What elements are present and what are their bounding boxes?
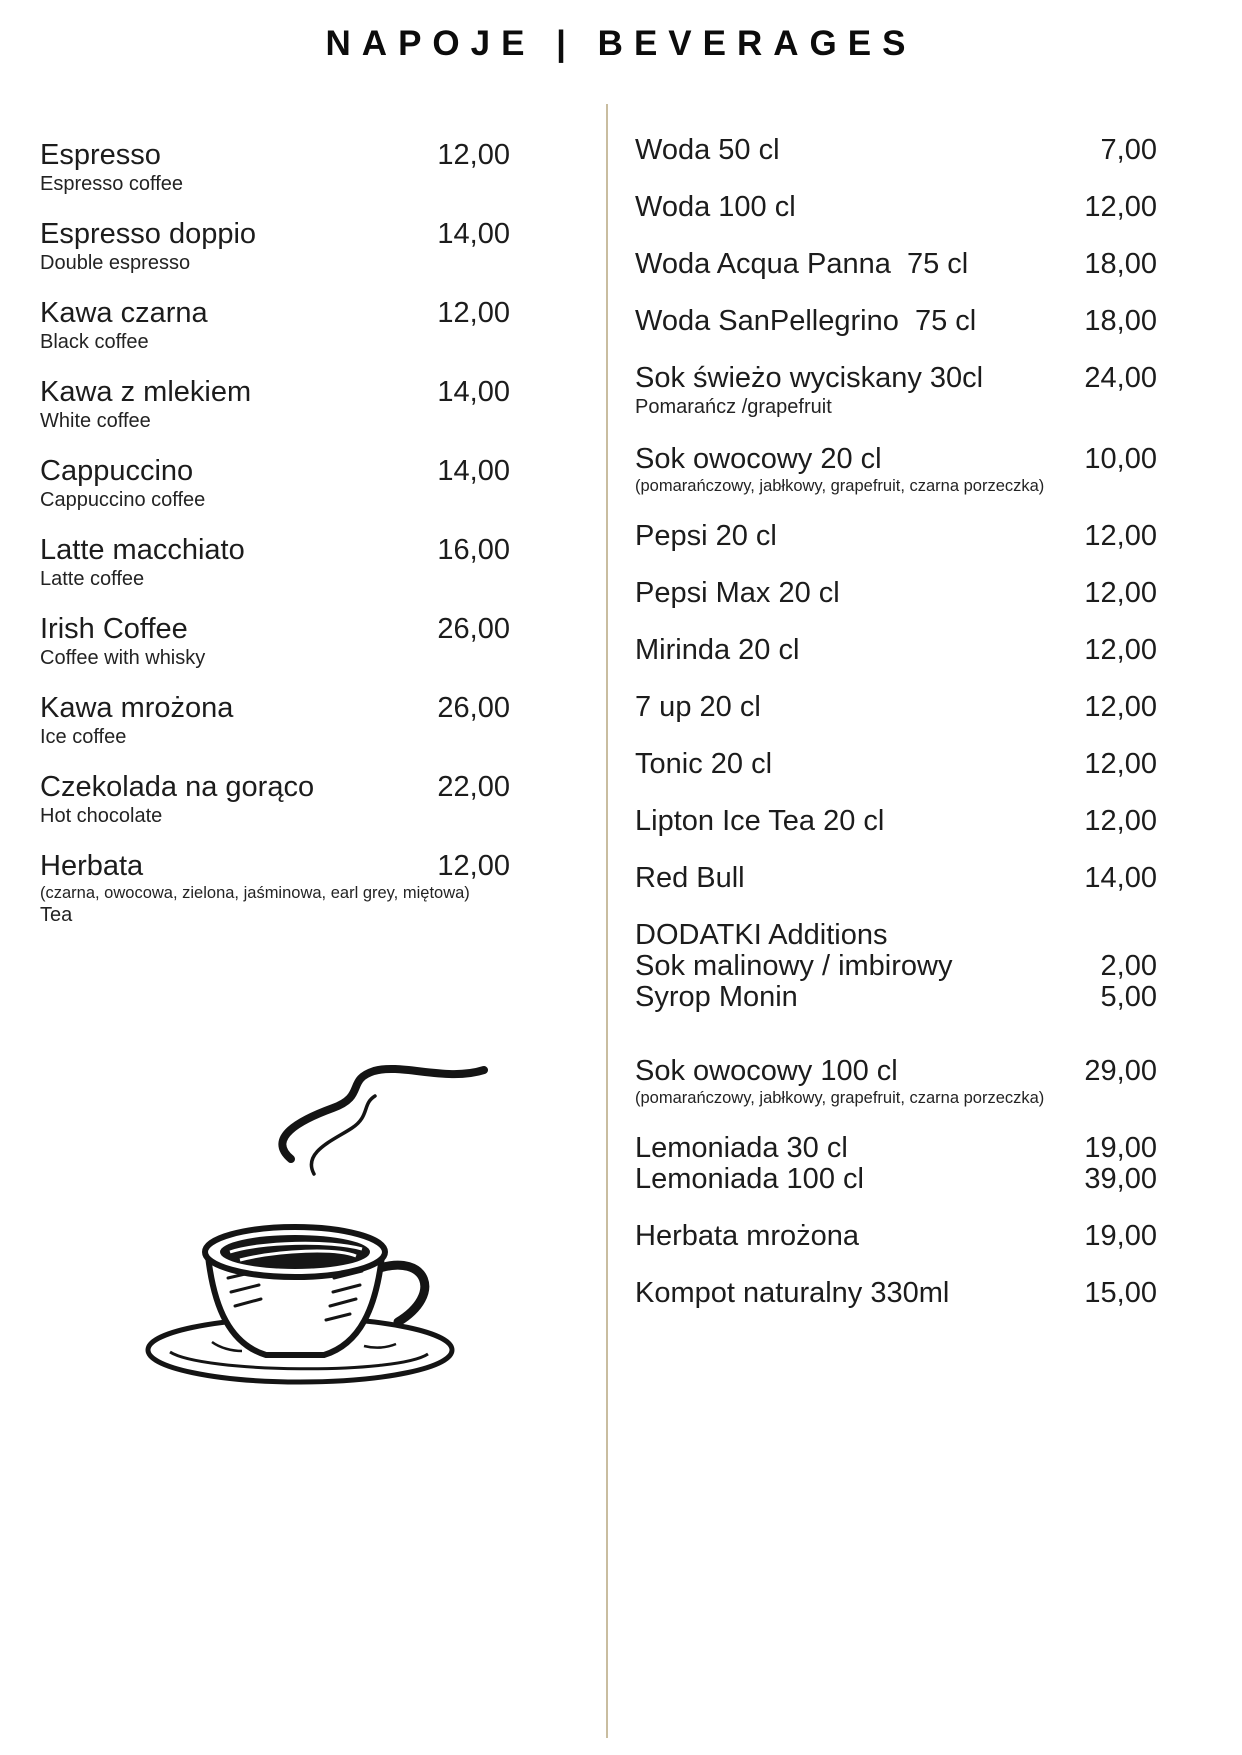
menu-item [635,1054,1157,1108]
menu-item-name: Lemoniada 100 cl [635,1163,864,1195]
menu-item-row [40,849,510,883]
menu-item-name: Herbata mrożona [635,1220,860,1252]
menu-item-row [635,980,1157,1014]
menu-item [40,770,510,828]
page-title: NAPOJE | BEVERAGES [325,24,917,63]
menu-item-row [635,519,1157,553]
menu-item [635,861,1157,895]
menu-item-note: (pomarańczowy, jabłkowy, grapefruit, czarna porzeczka) [635,477,1045,495]
menu-item-price: 12,00 [1084,805,1157,837]
menu-item-row [635,747,1157,781]
menu-item-name: Herbata [40,850,144,882]
menu-item [635,918,1157,952]
menu-item [40,533,510,591]
menu-item-price: 12,00 [1084,634,1157,666]
menu-item-price: 18,00 [1084,305,1157,337]
menu-item-name: Woda 50 cl [635,134,780,166]
menu-item-name: Czekolada na gorąco [40,771,315,803]
menu-item-price: 26,00 [437,692,510,724]
menu-item-row [635,1276,1157,1310]
menu-item-row [635,804,1157,838]
menu-item-price: 14,00 [1084,862,1157,894]
menu-item-name: Cappuccino [40,455,194,487]
menu-item-row [635,861,1157,895]
menu-item-price: 12,00 [1084,577,1157,609]
menu-item-row [635,1162,1157,1196]
menu-item-price: 22,00 [437,771,510,803]
menu-item-row [635,361,1157,395]
menu-item-subtitle: White coffee [40,410,151,432]
menu-item-name: Kompot naturalny 330ml [635,1277,950,1309]
menu-item-name: Espresso doppio [40,218,257,250]
menu-item-row [40,533,510,567]
menu-item-subtitle: Pomarańcz /grapefruit [635,396,832,418]
menu-item-name: Kawa z mlekiem [40,376,252,408]
menu-item [635,690,1157,724]
menu-item-name: Lemoniada 30 cl [635,1132,848,1164]
menu-item-name: Woda Acqua Panna 75 cl [635,248,969,280]
menu-item-row [635,1131,1157,1165]
menu-item-subtitle: Black coffee [40,331,149,353]
menu-item-price: 26,00 [437,613,510,645]
menu-item-name: Sok malinowy / imbirowy [635,950,953,982]
menu-item-subtitle: Cappuccino coffee [40,489,206,511]
menu-item-subtitle: Latte coffee [40,568,145,590]
coffee-cup-icon [128,1056,543,1386]
menu-item-subtitle: Hot chocolate [40,805,163,827]
beverages-right-column [635,133,1157,1333]
menu-item-price: 19,00 [1084,1132,1157,1164]
menu-item-name: Pepsi 20 cl [635,520,777,552]
menu-item-row [635,442,1157,476]
menu-item-name: Kawa czarna [40,297,208,329]
menu-item-price: 12,00 [437,850,510,882]
menu-item-price: 14,00 [437,455,510,487]
menu-item [635,949,1157,983]
menu-item-price: 39,00 [1084,1163,1157,1195]
menu-item-name: 7 up 20 cl [635,691,761,723]
menu-item [635,133,1157,167]
menu-item-row [40,612,510,646]
menu-item-subtitle: Espresso coffee [40,173,184,195]
menu-item-row [635,690,1157,724]
menu-item-price: 12,00 [437,139,510,171]
column-divider [606,104,608,1738]
menu-item [635,576,1157,610]
menu-item-row [635,576,1157,610]
menu-item-row [40,296,510,330]
menu-item-price: 14,00 [437,376,510,408]
menu-item-name: Tonic 20 cl [635,748,773,780]
menu-item-row [635,247,1157,281]
menu-item-price: 2,00 [1100,950,1157,982]
menu-item-row [635,918,1157,952]
menu-item [635,361,1157,419]
menu-item [635,804,1157,838]
menu-item-row [40,217,510,251]
menu-item [40,691,510,749]
menu-item [635,1219,1157,1253]
menu-item-row [635,633,1157,667]
menu-item [635,442,1157,496]
menu-item-price: 12,00 [1084,520,1157,552]
menu-item-name: Sok świeżo wyciskany 30cl [635,362,984,394]
menu-item [635,980,1157,1014]
menu-item-row [40,454,510,488]
menu-item-row [40,691,510,725]
menu-item [635,247,1157,281]
menu-item-name: Espresso [40,139,161,171]
menu-item [635,633,1157,667]
menu-item-name: Sok owocowy 20 cl [635,443,882,475]
menu-item [40,138,510,196]
menu-item [40,612,510,670]
menu-item-price: 12,00 [1084,691,1157,723]
menu-item [635,190,1157,224]
menu-item-name: DODATKI Additions [635,919,888,951]
menu-item-name: Woda SanPellegrino 75 cl [635,305,977,337]
menu-item-price: 19,00 [1084,1220,1157,1252]
menu-item-row [635,949,1157,983]
menu-item [635,304,1157,338]
menu-item [40,849,510,927]
menu-item-name: Irish Coffee [40,613,188,645]
menu-item-subtitle: Ice coffee [40,726,127,748]
menu-item [635,1162,1157,1196]
beverages-left-column [40,138,510,948]
menu-item-price: 7,00 [1100,134,1157,166]
menu-item-price: 12,00 [1084,191,1157,223]
menu-item-price: 5,00 [1100,981,1157,1013]
menu-item-row [635,1219,1157,1253]
menu-item [40,454,510,512]
menu-item-note: (czarna, owocowa, zielona, jaśminowa, earl grey, miętowa) [40,884,470,902]
menu-item [40,217,510,275]
menu-item-name: Red Bull [635,862,745,894]
menu-item [635,519,1157,553]
menu-item-subtitle-2: Tea [40,904,73,926]
menu-item [40,375,510,433]
menu-item-price: 10,00 [1084,443,1157,475]
menu-item-name: Kawa mrożona [40,692,234,724]
menu-item-row [635,133,1157,167]
menu-item-price: 12,00 [437,297,510,329]
menu-item-name: Mirinda 20 cl [635,634,800,666]
menu-item-name: Latte macchiato [40,534,245,566]
menu-item-price: 14,00 [437,218,510,250]
menu-item-name: Sok owocowy 100 cl [635,1055,898,1087]
menu-item-row [40,770,510,804]
menu-item-name: Syrop Monin [635,981,798,1013]
menu-item-row [635,304,1157,338]
menu-item-price: 24,00 [1084,362,1157,394]
menu-item-subtitle: Coffee with whisky [40,647,206,669]
menu-item-price: 16,00 [437,534,510,566]
menu-item [635,1131,1157,1165]
menu-item-subtitle: Double espresso [40,252,191,274]
menu-item-price: 12,00 [1084,748,1157,780]
menu-item-price: 29,00 [1084,1055,1157,1087]
menu-item-row [40,375,510,409]
menu-item-name: Pepsi Max 20 cl [635,577,840,609]
menu-item-note: (pomarańczowy, jabłkowy, grapefruit, czarna porzeczka) [635,1089,1045,1107]
menu-item-price: 15,00 [1084,1277,1157,1309]
menu-item [40,296,510,354]
menu-item-row [635,190,1157,224]
menu-item-row [40,138,510,172]
menu-item [635,747,1157,781]
menu-item-name: Lipton Ice Tea 20 cl [635,805,885,837]
menu-item [635,1276,1157,1310]
menu-item-row [635,1054,1157,1088]
menu-item-price: 18,00 [1084,248,1157,280]
menu-item-name: Woda 100 cl [635,191,796,223]
